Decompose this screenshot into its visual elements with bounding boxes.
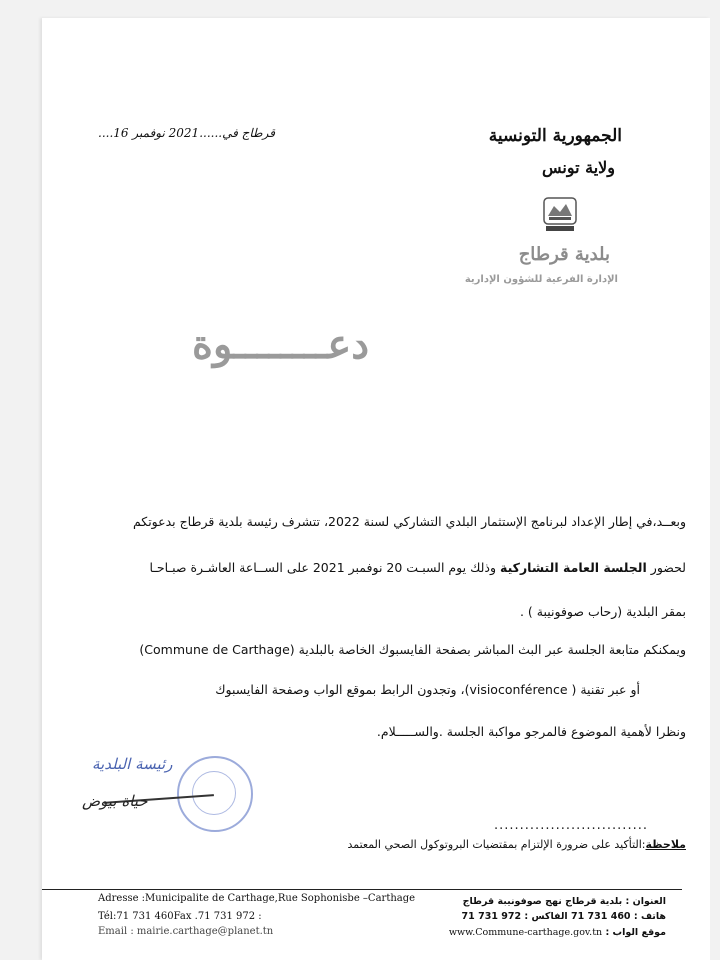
date-dots: ......	[199, 126, 223, 140]
footer-phone-fr: Tél:71 731 460Fax .71 731 972 :	[98, 911, 262, 922]
date-prefix: قرطاج في	[222, 126, 275, 140]
header-admin-unit: الإدارة الفرعية للشؤون الإدارية	[464, 274, 618, 285]
footer-web-url: www.Commune-carthage.gov.tn	[448, 927, 603, 938]
document-title: دعــــــــوة	[192, 321, 370, 368]
body-line-6: ونظرا لأهمية الموضوع فالمرجو مواكبة الجلسة .والســـــلام.	[376, 724, 686, 739]
header-municipality: بلدية قرطاج	[518, 244, 610, 265]
body-line-3: بمقر البلدية (رحاب صوفونيبة ) .	[519, 604, 686, 619]
session-name: الجلسة العامة التشاركية	[500, 560, 647, 575]
date-suffix-dots: ....	[98, 126, 114, 140]
carthage-emblem-icon	[540, 194, 580, 234]
note-dots: ..............................	[494, 818, 648, 833]
body-line-5: أو عبر تقنية ( visioconférence)، وتجدون الرابط بموقع الواب وصفحة الفايسبوك	[215, 682, 640, 697]
signature-title: رئيسة البلدية	[92, 755, 173, 773]
footer-address-ar: العنوان : بلدية قرطاج نهج صوفونيبة قرطاج	[462, 896, 666, 907]
body-line-4: ويمكنكم متابعة الجلسة عبر البث المباشر بصفحة الفايسبوك الخاصة بالبلدية (Commune de Carthage)	[139, 642, 686, 657]
footer-web	[449, 927, 666, 938]
footer-phone-ar: هاتف : 460 731 71 الفاكس : 972 731 71	[461, 911, 666, 922]
footer-address-fr: Adresse :Municipalite de Carthage,Rue Sophonisbe –Carthage	[98, 893, 416, 904]
footer-web-label: موقع الواب :	[605, 927, 666, 938]
document-page	[42, 18, 710, 960]
date-line	[98, 126, 275, 140]
note-text: :التأكيد على ضرورة الإلتزام بمقتضيات البروتوكول الصحي المعتمد	[347, 838, 646, 851]
signature-name: حياة بيوض	[82, 792, 148, 810]
note-label: ملاحظة	[645, 838, 686, 851]
body-line-1: وبعــد،في إطار الإعداد لبرنامج الإستثمار البلدي التشاركي لسنة 2022، تتشرف رئيسة بلدية قرطاج بدعوتكم	[132, 514, 686, 529]
footer-email: Email : mairie.carthage@planet.tn	[98, 926, 274, 937]
footer-divider	[42, 889, 682, 890]
date-value: 2021 نوفمبر 16	[113, 126, 200, 140]
body-line-2-part2: وذلك يوم السبـت 20 نوفمبر 2021 على الســاعة العاشـرة صبـاحـا	[149, 560, 497, 575]
header-state: ولاية تونس	[541, 158, 615, 177]
note	[347, 838, 686, 851]
body-line-2	[149, 560, 686, 575]
body-line-2-part1: لحضور	[650, 560, 686, 575]
official-stamp-inner	[192, 771, 236, 815]
header-republic: الجمهورية التونسية	[488, 126, 622, 146]
